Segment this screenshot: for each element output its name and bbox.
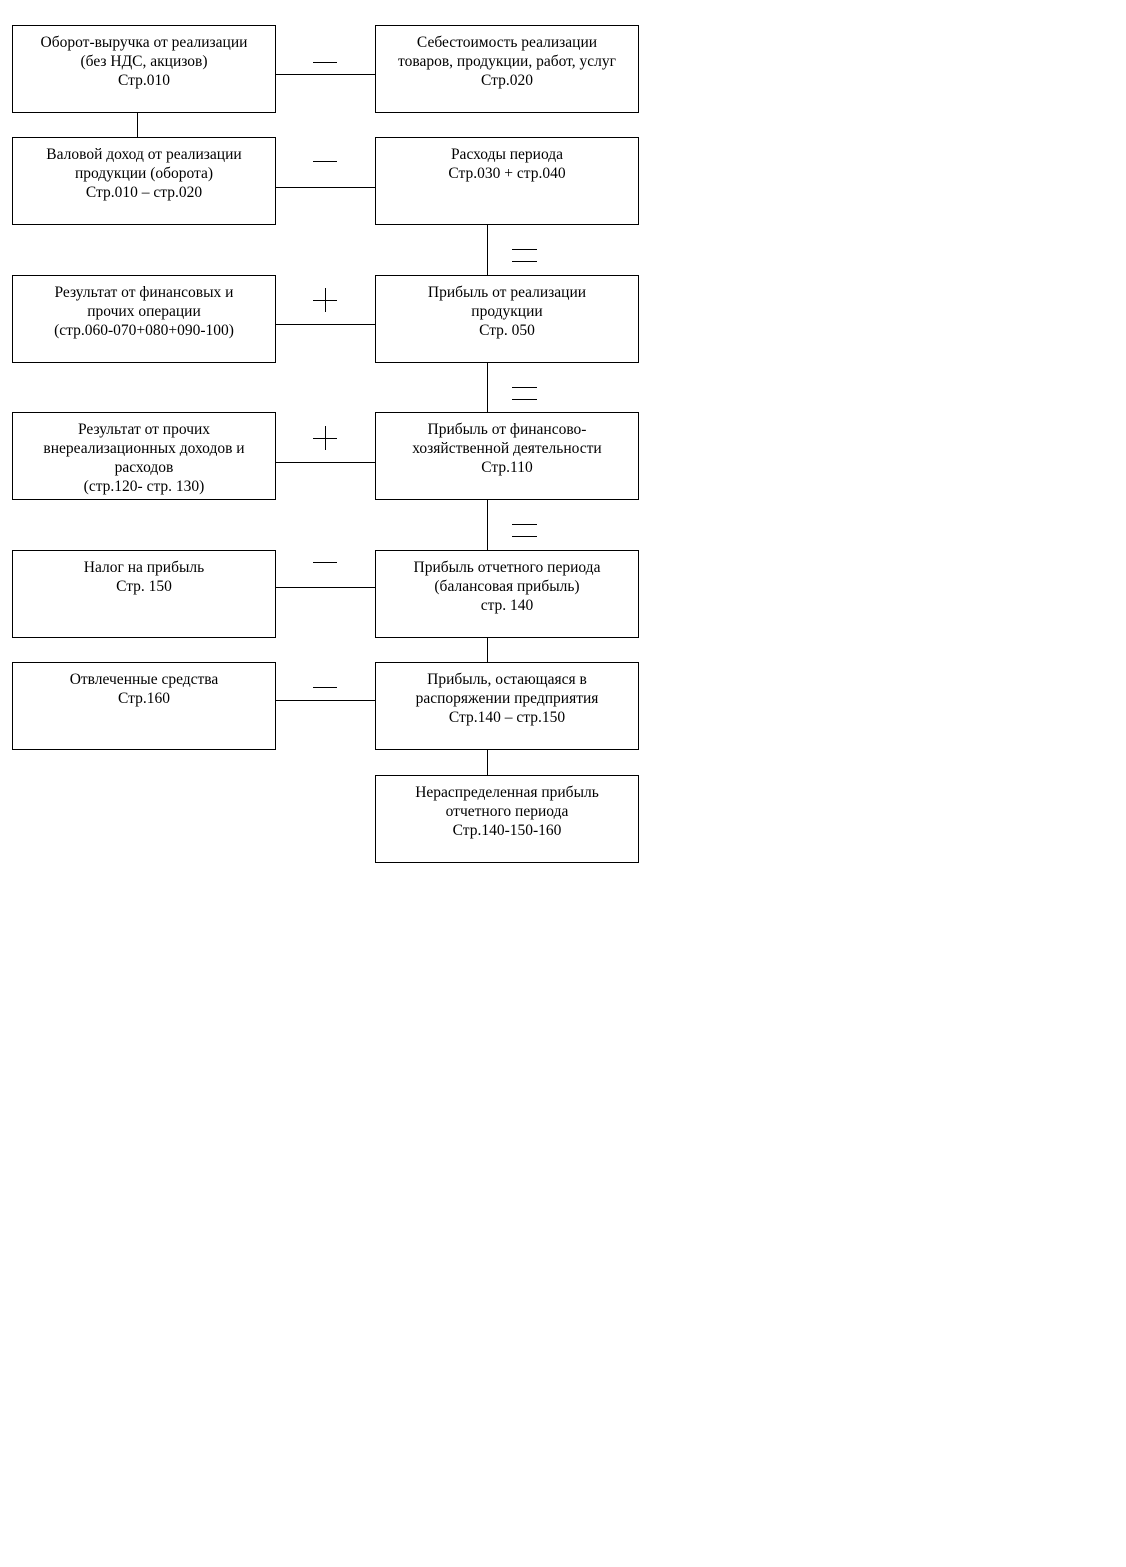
gross-income-line-2: продукции (оборота) — [74, 165, 214, 182]
plus-operator-row3 — [313, 288, 337, 312]
gross-income-box — [12, 137, 276, 225]
cost-line-1: Себестоимость реализации — [416, 34, 598, 51]
fin-econ-profit-box — [375, 412, 639, 500]
period-profit-line-3: стр. 140 — [480, 597, 534, 614]
retained-line-2: распоряжении предприятия — [415, 690, 599, 707]
diverted-funds-line-2: Стр.160 — [118, 690, 170, 707]
nonoperating-result-line-2: внереализационных доходов и — [43, 440, 245, 457]
cost-line-3: Стр.020 — [481, 72, 533, 89]
diverted-funds-box — [12, 662, 276, 750]
sales-profit-line-3: Стр. 050 — [479, 322, 535, 339]
nonoperating-result-line-1: Результат от прочих — [77, 421, 211, 438]
diverted-funds-line-1: Отвлеченные средства — [69, 671, 219, 688]
cost-box — [375, 25, 639, 113]
minus-operator-row5 — [313, 562, 337, 563]
period-profit-box — [375, 550, 639, 638]
connector-row5 — [276, 587, 375, 588]
period-expenses-line-2: Стр.030 + стр.040 — [448, 165, 566, 182]
undistributed-profit-box — [375, 775, 639, 863]
revenue-line-2: (без НДС, акцизов) — [80, 53, 208, 70]
income-tax-box — [12, 550, 276, 638]
period-expenses-box — [375, 137, 639, 225]
connector-row2 — [276, 187, 375, 188]
equals-operator-row4-5 — [512, 524, 537, 537]
minus-operator-row6 — [313, 687, 337, 688]
income-tax-line-1: Налог на прибыль — [83, 559, 205, 576]
revenue-line-1: Оборот-выручка от реализации — [40, 34, 248, 51]
nonoperating-result-line-3: расходов — [114, 459, 174, 476]
plus-operator-row4 — [313, 426, 337, 450]
equals-operator-row3-4 — [512, 387, 537, 400]
revenue-line-3: Стр.010 — [118, 72, 170, 89]
minus-operator-row2 — [313, 161, 337, 162]
fin-econ-profit-line-1: Прибыль от финансово- — [427, 421, 587, 438]
undistributed-line-3: Стр.140-150-160 — [452, 822, 562, 839]
gross-income-line-3: Стр.010 – стр.020 — [85, 184, 203, 201]
gross-income-line-1: Валовой доход от реализации — [46, 146, 242, 163]
connector-fin-econ-to-period-profit — [487, 500, 488, 550]
sales-profit-line-2: продукции — [471, 303, 543, 320]
nonoperating-result-box — [12, 412, 276, 500]
connector-expenses-to-sales-profit — [487, 225, 488, 275]
retained-line-3: Стр.140 – стр.150 — [448, 709, 566, 726]
sales-profit-line-1: Прибыль от реализации — [427, 284, 587, 301]
connector-revenue-to-gross — [137, 112, 138, 137]
minus-operator-row1 — [313, 62, 337, 63]
period-expenses-line-1: Расходы периода — [450, 146, 564, 163]
connector-row3 — [276, 324, 375, 325]
connector-retained-to-undistributed — [487, 750, 488, 775]
fin-econ-profit-line-3: Стр.110 — [481, 459, 533, 476]
fin-econ-profit-line-2: хозяйственной деятельности — [412, 440, 602, 457]
financial-result-box — [12, 275, 276, 363]
equals-operator-row2-3 — [512, 249, 537, 262]
undistributed-line-2: отчетного периода — [445, 803, 569, 820]
connector-row6 — [276, 700, 375, 701]
retained-in-enterprise-box — [375, 662, 639, 750]
period-profit-line-1: Прибыль отчетного периода — [413, 559, 601, 576]
connector-period-profit-to-retained — [487, 638, 488, 662]
connector-row1 — [276, 74, 375, 75]
undistributed-line-1: Нераспределенная прибыль — [415, 784, 599, 801]
retained-line-1: Прибыль, остающаяся в — [427, 671, 587, 688]
cost-line-2: товаров, продукции, работ, услуг — [398, 53, 616, 70]
connector-sales-profit-to-fin-econ — [487, 362, 488, 412]
financial-result-line-2: прочих операции — [87, 303, 201, 320]
nonoperating-result-line-4: (стр.120- стр. 130) — [83, 478, 205, 495]
revenue-box — [12, 25, 276, 113]
connector-row4 — [276, 462, 375, 463]
financial-result-line-1: Результат от финансовых и — [54, 284, 234, 301]
sales-profit-box — [375, 275, 639, 363]
period-profit-line-2: (балансовая прибыль) — [434, 578, 580, 595]
financial-result-line-3: (стр.060-070+080+090-100) — [54, 322, 234, 339]
income-tax-line-2: Стр. 150 — [116, 578, 172, 595]
